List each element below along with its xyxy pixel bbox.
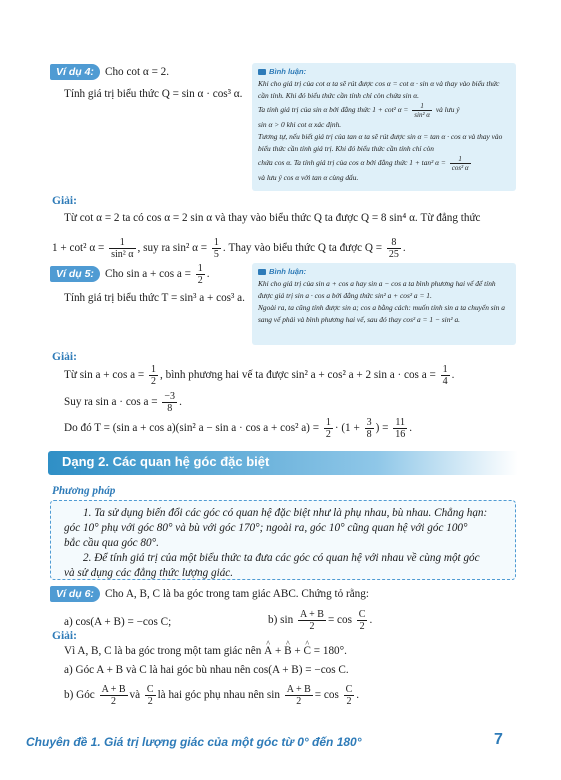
solution-label: Giải: bbox=[52, 195, 77, 207]
page-number: 7 bbox=[494, 731, 503, 748]
section-title: Dạng 2. Các quan hệ góc đặc biệt bbox=[62, 454, 270, 469]
comment-icon bbox=[258, 69, 266, 75]
example-4-statement: Cho cot α = 2. bbox=[105, 66, 170, 78]
example-4-badge: Ví dụ 4: bbox=[50, 64, 100, 80]
example-6-badge: Ví dụ 6: bbox=[50, 586, 100, 602]
method-label: Phương pháp bbox=[52, 485, 116, 497]
example-5-task: Tính giá trị biểu thức T = sin³ a + cos³ a. bbox=[64, 292, 245, 304]
example-6-solution-line: a) Góc A + B và C là hai góc bù nhau nên cos(A + B) = −cos C. bbox=[64, 664, 349, 676]
comment-paragraph: Ngoài ra, ta cũng tính được sin a; cos a bằng cách: muốn tính sin a ta chuyển sin a sang vế phải và bình phương hai vế, sau đó thay cos² a = 1 − sin² a. bbox=[258, 303, 505, 324]
example-4-solution-line: Từ cot α = 2 ta có cos α = 2 sin α và thay vào biểu thức Q ta được Q = 8 sin⁴ α. Từ đẳng thức bbox=[64, 212, 481, 224]
comment-title: Bình luận: bbox=[269, 267, 307, 276]
comment-icon bbox=[258, 269, 266, 275]
footer-chapter-title: Chuyên đề 1. Giá trị lượng giác của một góc từ 0° đến 180° bbox=[26, 735, 362, 749]
comment-paragraph: chứa cos α. Ta tính giá trị của cos α bởi đẳng thức 1 + tan² α = $\frac{1}{\text{cos² α}}$ bbox=[258, 155, 469, 172]
example-4-task: Tính giá trị biểu thức Q = sin α · cos³ α. bbox=[64, 88, 243, 100]
example-5-badge: Ví dụ 5: bbox=[50, 266, 100, 282]
comment-paragraph: Ta tính giá trị của sin α bởi đẳng thức 1 + cot² α = $\frac{1}{\text{sin² α}}$ và lưu ý bbox=[258, 102, 460, 119]
example-6-statement: Cho A, B, C là ba góc trong tam giác ABC. Chứng tỏ rằng: bbox=[105, 588, 369, 600]
example-6-solution-line: Vì A, B, C là ba góc trong một tam giác nên ^ A + ^ B + ^ C = 180°. bbox=[64, 644, 347, 658]
comment-paragraph: Khi cho giá trị của sin a + cos a hay sin a − cos a ta bình phương hai vế để tính được giá trị sin a · cos a bởi đẳng thức sin² a + cos² a = 1. bbox=[258, 279, 496, 300]
method-line: 2. Để tính giá trị của một biểu thức ta đưa các góc có quan hệ với nhau về cùng một góc bbox=[83, 552, 480, 564]
example-5-solution-line: Do đó T = (sin a + cos a)(sin² a − sin a · cos a + cos² a) = $\frac{1}{2}$ · (1 + $\frac{3}{8}$ ) = $\frac{11}{16}$ . bbox=[64, 416, 412, 440]
comment-paragraph: và lưu ý cos α với tan α cùng dấu. bbox=[258, 173, 359, 182]
example-6-part-a: a) cos(A + B) = −cos C; bbox=[64, 616, 172, 628]
example-6-part-b: b) sin $\frac{A + B}{2}$ = cos $\frac{C}{2}$ . bbox=[268, 608, 373, 632]
solution-label: Giải: bbox=[52, 630, 77, 642]
example-5-solution-line: Từ sin a + cos a = $\frac{1}{2}$ , bình phương hai vế ta được sin² a + cos² a + 2 sin a · cos a = $\frac{1}{4}$ . bbox=[64, 363, 455, 387]
comment-paragraph: Tương tự, nếu biết giá trị của tan α ta sẽ rút được sin α = tan α · cos α và thay vào biểu thức cần tính giá trị. Khi đó biểu thức cần tính chỉ còn bbox=[258, 132, 503, 153]
solution-label: Giải: bbox=[52, 351, 77, 363]
example-5-comment bbox=[252, 263, 516, 345]
example-6-solution-line: b) Góc $\frac{A + B}{2}$ và $\frac{C}{2}$ là hai góc phụ nhau nên sin $\frac{A + B}{2}$ = cos $\frac{C}{2}$ . bbox=[64, 683, 360, 707]
comment-paragraph: Khi cho giá trị của cot α ta sẽ rút được cos α = cot α · sin α và thay vào biểu thức cần tính. Khi đó biểu thức cần tính chỉ còn chứa sin α. bbox=[258, 79, 500, 100]
method-line: bắc cầu qua góc 80°. bbox=[64, 537, 159, 549]
example-4-solution-line: 1 + cot² α = $\frac{1}{\text{sin² α}}$ , suy ra sin² α = $\frac{1}{5}$ . Thay vào biểu thức Q ta được Q = $\frac{8}{25}$ . bbox=[52, 236, 406, 260]
comment-title: Bình luận: bbox=[269, 67, 307, 76]
example-5-statement: Cho sin a + cos a = $\frac{1}{2}$ . bbox=[105, 262, 210, 286]
comment-paragraph: sin α > 0 khi cot α xác định. bbox=[258, 120, 342, 129]
example-5-solution-line: Suy ra sin a · cos a = $\frac{-3}{8}$ . bbox=[64, 390, 182, 414]
example-4-comment bbox=[252, 63, 516, 191]
method-line: góc 10° phụ với góc 80° và bù với góc 170°; ngoài ra, góc 10° cũng quan hệ với góc 100° bbox=[64, 522, 468, 534]
method-line: 1. Ta sử dụng biến đổi các góc có quan hệ đặc biệt như là phụ nhau, bù nhau. Chẳng hạn: bbox=[83, 507, 488, 519]
method-line: và sử dụng các đẳng thức lượng giác. bbox=[64, 567, 234, 579]
section-banner bbox=[48, 451, 518, 475]
